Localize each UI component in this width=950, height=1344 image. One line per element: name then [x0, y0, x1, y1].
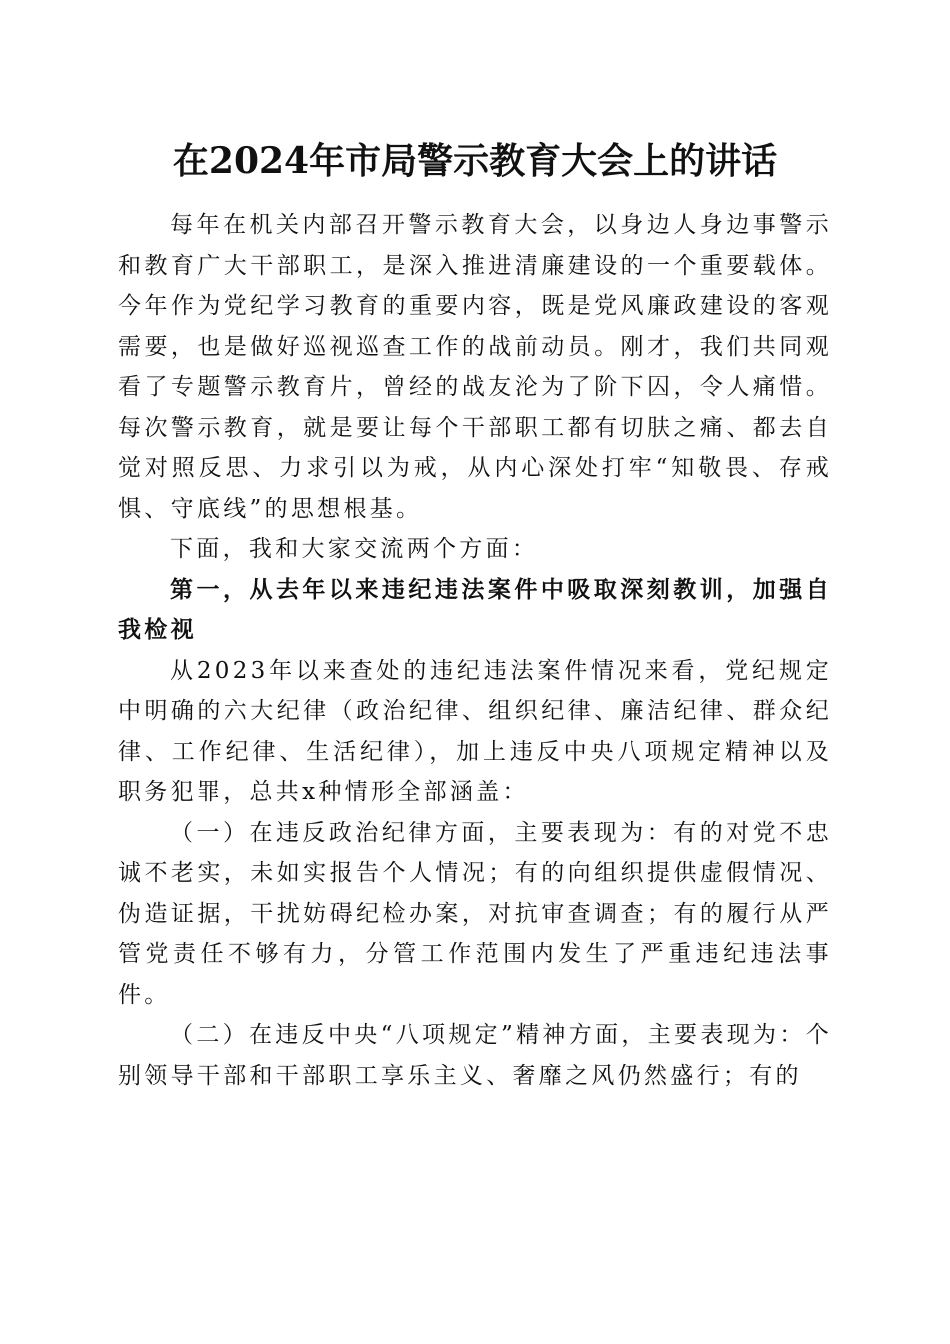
- paragraph-political-discipline: （一）在违反政治纪律方面，主要表现为：有的对党不忠诚不老实，未如实报告个人情况；有的向组织提供虚假情况、伪造证据，干扰妨碍纪检办案，对抗审查调查；有的履行从严管党责任不够有力，分管工作范围内发生了严重违纪违法事件。: [118, 819, 832, 1008]
- paragraph-intro: 每年在机关内部召开警示教育大会，以身边人身边事警示和教育广大干部职工，是深入推进清廉建设的一个重要载体。今年作为党纪学习教育的重要内容，既是党风廉政建设的客观需要，也是做好巡视巡查工作的战前动员。刚才，我们共同观看了专题警示教育片，曾经的战友沦为了阶下囚，令人痛惜。每次警示教育，就是要让每个干部职工都有切肤之痛、都去自觉对照反思、力求引以为戒，从内心深处打牢“知敬畏、存戒惧、守底线”的思想根基。: [118, 212, 832, 522]
- paragraph-case-overview: 从2023年以来查处的违纪违法案件情况来看，党纪规定中明确的六大纪律（政治纪律、组织纪律、廉洁纪律、群众纪律、工作纪律、生活纪律），加上违反中央八项规定精神以及职务犯罪，总共x种情形全部涵盖：: [118, 657, 832, 805]
- document-title: 在2024年市局警示教育大会上的讲话: [172, 140, 778, 182]
- paragraph-eight-regulations: （二）在违反中央“八项规定”精神方面，主要表现为：个别领导干部和干部职工享乐主义、奢靡之风仍然盛行；有的: [118, 1022, 832, 1089]
- paragraph-transition: 下面，我和大家交流两个方面：: [170, 536, 539, 562]
- document-body: [118, 205, 832, 1096]
- section-heading-first: 第一，从去年以来违纪违法案件中吸取深刻教训，加强自我检视: [118, 575, 832, 643]
